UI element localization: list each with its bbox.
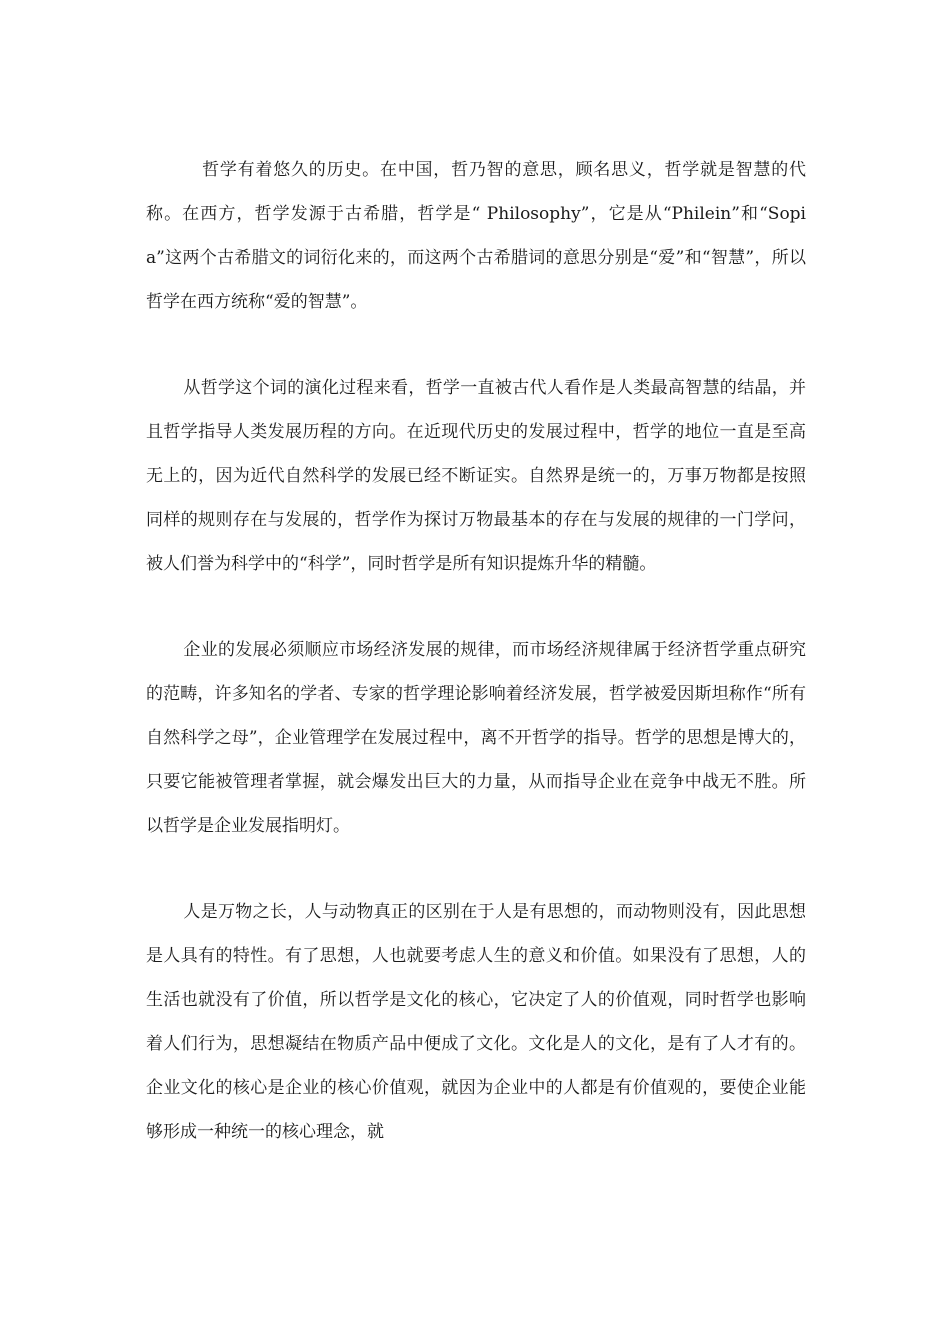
paragraph-gap bbox=[146, 848, 806, 890]
paragraph-gap bbox=[146, 586, 806, 628]
document-body bbox=[146, 148, 806, 1154]
paragraph-1: 哲学有着悠久的历史。在中国，哲乃智的意思，顾名思义，哲学就是智慧的代称。在西方，哲学发源于古希腊，哲学是“ Philosophy”，它是从“Philein”和“Sopia”这两个古希腊文的词衍化来的，而这两个古希腊词的意思分别是“爱”和“智慧”，所以哲学在西方统称“爱的智慧”。 bbox=[146, 160, 806, 312]
paragraph-3: 企业的发展必须顺应市场经济发展的规律，而市场经济规律属于经济哲学重点研究的范畴，许多知名的学者、专家的哲学理论影响着经济发展，哲学被爱因斯坦称作“所有自然科学之母”，企业管理学在发展过程中，离不开哲学的指导。哲学的思想是博大的，只要它能被管理者掌握，就会爆发出巨大的力量，从而指导企业在竞争中战无不胜。所以哲学是企业发展指明灯。 bbox=[146, 640, 806, 836]
paragraph-gap bbox=[146, 324, 806, 366]
paragraph-4: 人是万物之长，人与动物真正的区别在于人是有思想的，而动物则没有，因此思想是人具有的特性。有了思想，人也就要考虑人生的意义和价值。如果没有了思想，人的生活也就没有了价值，所以哲学是文化的核心，它决定了人的价值观，同时哲学也影响着人们行为，思想凝结在物质产品中便成了文化。文化是人的文化，是有了人才有的。企业文化的核心是企业的核心价值观，就因为企业中的人都是有价值观的，要使企业能够形成一种统一的核心理念，就 bbox=[146, 902, 806, 1142]
paragraph-2: 从哲学这个词的演化过程来看，哲学一直被古代人看作是人类最高智慧的结晶，并且哲学指导人类发展历程的方向。在近现代历史的发展过程中，哲学的地位一直是至高无上的，因为近代自然科学的发展已经不断证实。自然界是统一的，万事万物都是按照同样的规则存在与发展的，哲学作为探讨万物最基本的存在与发展的规律的一门学问，被人们誉为科学中的“科学”，同时哲学是所有知识提炼升华的精髓。 bbox=[146, 378, 806, 574]
